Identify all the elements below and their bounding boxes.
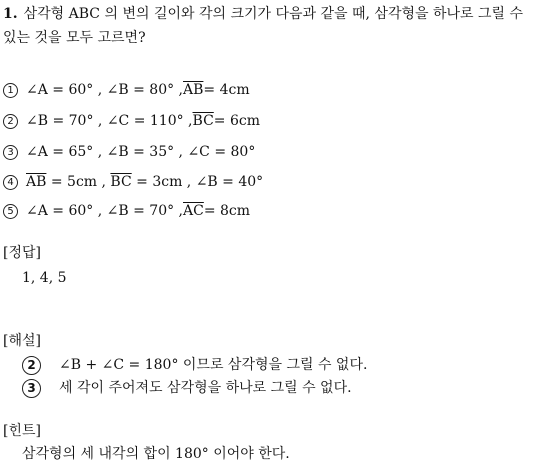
option-2 [3,111,260,131]
option-1-text: ∠A = 60° , ∠B = 80° , [26,82,184,98]
option-5 [3,201,250,221]
hint-text: 삼각형의 세 내각의 합이 180° 이어야 한다. [22,446,290,462]
explanation-item-1 [22,354,367,376]
option-2-text: ∠B = 70° , ∠C = 110° , [26,113,193,129]
option-1-segment: $\overline{AB}$ [183,82,204,98]
option-number-3: 3 [3,145,18,160]
answer-value: 1, 4, 5 [22,270,67,286]
explanation-label: [해설] [3,333,41,349]
option-4-segment-a: $\overline{AB}$ [26,174,47,190]
question [3,2,529,50]
explanation-number-3: 3 [22,379,41,398]
explanation-item-2-text: 세 각이 주어져도 삼각형을 하나로 그릴 수 없다. [59,380,352,396]
option-4-mid-b: = 3cm , ∠B = 40° [131,174,264,190]
option-3 [3,142,255,162]
option-number-4: 4 [3,175,18,190]
option-5-text: ∠A = 60° , ∠B = 70° , [26,203,184,219]
option-5-segment: $\overline{AC}$ [183,203,204,219]
question-text: 삼각형 ABC 의 변의 길이와 각의 크기가 다음과 같을 때, 삼각형을 하나로 그릴 수 있는 것을 모두 고르면? [3,6,524,46]
option-number-2: 2 [3,114,18,129]
option-1 [3,80,250,100]
option-2-segment: $\overline{BC}$ [192,113,214,129]
option-5-tail: = 8cm [203,203,251,219]
option-1-tail: = 4cm [203,82,250,98]
answer-label: [정답] [3,245,41,261]
option-number-1: 1 [3,83,18,98]
hint-label: [힌트] [3,423,41,439]
option-number-5: 5 [3,204,18,219]
option-2-tail: = 6cm [213,113,260,129]
question-number: 1. [3,6,18,22]
option-3-text: ∠A = 65° , ∠B = 35° , ∠C = 80° [26,144,256,160]
explanation-item-2 [22,377,352,399]
explanation-number-2: 2 [22,356,41,375]
option-4 [3,172,263,192]
explanation-item-1-text: ∠B + ∠C = 180° 이므로 삼각형을 그릴 수 없다. [59,357,368,373]
option-4-segment-b: $\overline{BC}$ [110,174,132,190]
option-4-mid-a: = 5cm , [46,174,111,190]
